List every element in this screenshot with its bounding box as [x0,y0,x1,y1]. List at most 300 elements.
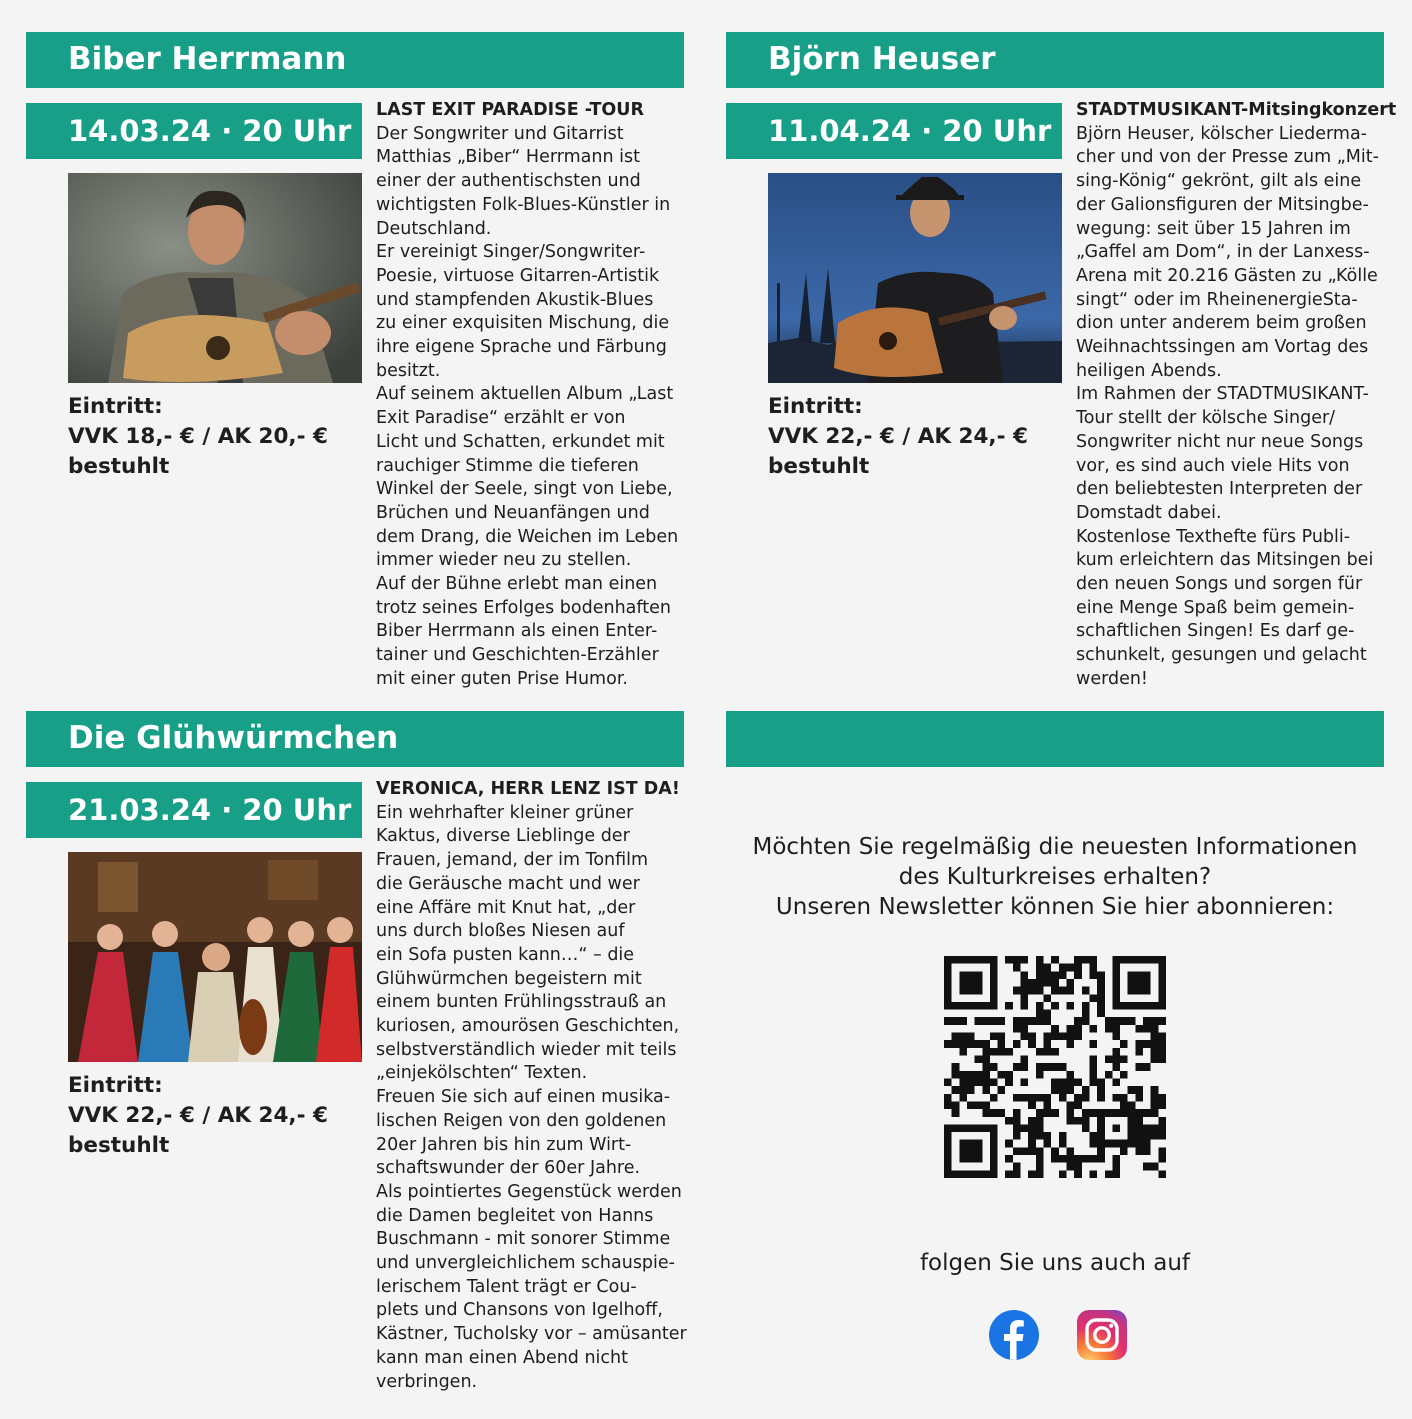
qr-module [944,1078,952,1086]
price-info [68,392,358,482]
qr-module [1028,1132,1036,1140]
description-line: eine Menge Spaß beim gemein- [1076,597,1355,618]
qr-module [1036,1117,1044,1125]
qr-module [1105,1071,1113,1079]
description-line: Auf der Bühne erlebt man einen [376,574,658,595]
description-line: die Geräusche macht und wer [376,873,640,894]
qr-module [1158,956,1166,964]
qr-module [1059,1132,1067,1140]
qr-module [1082,1010,1090,1018]
qr-module [990,1163,998,1171]
qr-module [1143,1147,1151,1155]
tour-title: STADTMUSIKANT-Mitsingkonzert [1076,100,1397,120]
qr-module [1013,1017,1021,1025]
qr-module [959,1048,967,1056]
qr-module [1013,956,1021,964]
description-line: Björn Heuser, kölscher Liederma- [1076,123,1367,144]
qr-module [1021,979,1029,987]
qr-module [952,1002,960,1010]
qr-module [1089,1132,1097,1140]
description-line: selbstverständlich wieder mit teils [376,1039,677,1060]
qr-module [975,1002,983,1010]
qr-module [1013,964,1021,972]
qr-module [1105,1170,1113,1178]
description-line: dem Drang, die Weichen im Leben [376,526,679,547]
description-line: besitzt. [376,360,441,381]
qr-module [1135,1109,1143,1117]
qr-module [1066,1086,1074,1094]
description-line: Als pointiertes Gegenstück werden [376,1181,682,1202]
artist-photo [768,173,1062,383]
qr-module [1089,971,1097,979]
qr-module [959,1071,967,1079]
qr-module [1158,1155,1166,1163]
qr-module [1036,1132,1044,1140]
qr-module [1143,971,1151,979]
qr-module [990,1048,998,1056]
qr-module [1005,1048,1013,1056]
qr-module [1021,1078,1029,1086]
qr-module [1158,1094,1166,1102]
description-line: Deutschland. [376,218,492,239]
qr-module [1036,971,1044,979]
qr-module [1143,1025,1151,1033]
qr-module [1135,956,1143,964]
qr-module [1051,1025,1059,1033]
qr-module [1112,1163,1120,1171]
qr-module [1112,1094,1120,1102]
description-line: Exit Paradise“ erzählt er von [376,408,626,429]
qr-module [1013,1170,1021,1178]
event-name: Die Glühwürmchen [68,720,399,756]
qr-module [1128,971,1136,979]
event-description [376,99,678,692]
qr-module [1097,994,1105,1002]
qr-module [959,971,967,979]
qr-module [975,1071,983,1079]
qr-module [1028,979,1036,987]
qr-module [1059,1078,1067,1086]
qr-module [1135,1063,1143,1071]
qr-module [1135,1124,1143,1132]
event-name-bar [26,711,684,767]
qr-module [1074,1101,1082,1109]
qr-module [1112,1155,1120,1163]
qr-module [1066,1040,1074,1048]
qr-module [1097,1124,1105,1132]
qr-module [1097,1094,1105,1102]
description-line: verbringen. [376,1371,478,1392]
artist-photo [68,852,362,1062]
description-line: Im Rahmen der STADTMUSIKANT- [1076,384,1369,405]
qr-module [944,979,952,987]
qr-module [1044,1094,1052,1102]
qr-module [1082,1124,1090,1132]
qr-module [1066,1071,1074,1079]
qr-module [959,979,967,987]
description-line: eine Affäre mit Knut hat, „der [376,897,636,918]
qr-module [1158,1040,1166,1048]
qr-module [1151,1002,1159,1010]
qr-module [944,1132,952,1140]
qr-module [944,1017,952,1025]
description-line: Winkel der Seele, singt von Liebe, [376,479,673,500]
event-date-bar [726,103,1062,159]
qr-module [1151,1056,1159,1064]
qr-module [1051,1063,1059,1071]
qr-module [1074,956,1082,964]
qr-module [1074,1017,1082,1025]
facebook-icon[interactable] [989,1310,1039,1360]
qr-module [1005,1155,1013,1163]
qr-module [1074,1025,1082,1033]
qr-module [1097,1086,1105,1094]
qr-module [1143,1017,1151,1025]
description-line: cher und von der Presse zum „Mit- [1076,147,1379,168]
qr-module [1051,987,1059,995]
event-name-bar [26,32,684,88]
qr-module [998,1071,1006,1079]
description-line: „Gaffel am Dom“, in der Lanxess- [1076,242,1370,263]
qr-module [1151,1048,1159,1056]
qr-module [1013,1124,1021,1132]
qr-module [1120,1056,1128,1064]
qr-module [990,956,998,964]
qr-module [1036,1170,1044,1178]
qr-module [1028,987,1036,995]
qr-module [1143,1109,1151,1117]
qr-module [1089,956,1097,964]
qr-module [1066,1109,1074,1117]
newsletter-text [726,832,1384,922]
qr-module [944,971,952,979]
qr-module [1128,1101,1136,1109]
qr-module [1089,964,1097,972]
qr-module [967,1101,975,1109]
qr-module [1128,1117,1136,1125]
qr-module [944,1170,952,1178]
qr-module [952,1124,960,1132]
price-info [768,392,1058,482]
description-line: singt“ oder im RheinenergieSta- [1076,289,1358,310]
qr-module [990,1017,998,1025]
qr-module [1120,956,1128,964]
qr-module [959,1094,967,1102]
qr-module [1143,1132,1151,1140]
qr-module [1005,1078,1013,1086]
qr-module [1120,1147,1128,1155]
qr-module [1013,987,1021,995]
event-name: Björn Heuser [768,41,996,77]
description-line: immer wieder neu zu stellen. [376,550,632,571]
description-line: werden! [1076,668,1148,689]
event-description [376,778,687,1394]
qr-module [1112,979,1120,987]
qr-module [959,1170,967,1178]
qr-module [1135,1002,1143,1010]
description-line: der Galionsfiguren der Mitsingbe- [1076,194,1369,215]
qr-module [967,979,975,987]
description-line: Kostenlose Texthefte fürs Publi- [1076,526,1351,547]
qr-module [959,1086,967,1094]
qr-module [944,1140,952,1148]
qr-module [982,1063,990,1071]
qr-module [1135,1117,1143,1125]
qr-module [1021,1056,1029,1064]
qr-module [1066,1117,1074,1125]
qr-module [975,1140,983,1148]
qr-module [1128,1124,1136,1132]
qr-module [1036,1063,1044,1071]
qr-module [990,1132,998,1140]
qr-module [952,1109,960,1117]
qr-module [990,994,998,1002]
qr-module [1028,1033,1036,1041]
qr-module [1036,1071,1044,1079]
description-line: den neuen Songs und sorgen für [1076,574,1363,595]
qr-module [990,1147,998,1155]
description-line: Tour stellt der kölsche Singer/ [1076,408,1336,429]
qr-module [1028,1147,1036,1155]
description-line: Auf seinem aktuellen Album „Last [376,384,674,405]
qr-module [975,1170,983,1178]
qr-module [982,1071,990,1079]
qr-module [952,1071,960,1079]
qr-module [1013,1117,1021,1125]
qr-module [1120,1109,1128,1117]
qr-module [1151,1086,1159,1094]
qr-module [952,1063,960,1071]
qr-module [967,1147,975,1155]
qr-module [959,1017,967,1025]
qr-module [990,971,998,979]
qr-module [1097,1010,1105,1018]
qr-module [1151,1124,1159,1132]
qr-module [1143,956,1151,964]
qr-module [1044,1033,1052,1041]
qr-module [1051,1078,1059,1086]
qr-module [1013,1132,1021,1140]
qr-module [975,1040,983,1048]
qr-module [1051,1147,1059,1155]
qr-module [998,1040,1006,1048]
qr-module [1013,1094,1021,1102]
qr-module [1044,1063,1052,1071]
qr-module [952,1033,960,1041]
qr-module [982,1124,990,1132]
qr-module [967,1040,975,1048]
qr-module [952,1101,960,1109]
qr-module [1151,1025,1159,1033]
qr-module [1082,1155,1090,1163]
qr-module [1112,964,1120,972]
qr-module [1059,1063,1067,1071]
description-line: Freuen Sie sich auf einen musika- [376,1087,671,1108]
qr-module [1066,979,1074,987]
qr-module [1135,1140,1143,1148]
qr-module [1120,1140,1128,1148]
artist-photo [68,173,362,383]
qr-module [990,1002,998,1010]
price-label: Eintritt: [768,394,863,419]
qr-module [1097,1078,1105,1086]
qr-module [1074,964,1082,972]
qr-module [1074,1094,1082,1102]
event-description [1076,99,1396,692]
qr-module [975,956,983,964]
qr-module [982,1101,990,1109]
qr-module [1005,956,1013,964]
qr-module [982,1078,990,1086]
description-line: zu einer exquisiten Mischung, die [376,313,670,334]
qr-module [982,1109,990,1117]
qr-module [1158,987,1166,995]
qr-module [1120,1017,1128,1025]
qr-module [1151,1040,1159,1048]
qr-module [1151,1163,1159,1171]
tour-title: VERONICA, HERR LENZ IST DA! [376,779,680,799]
qr-module [1036,1094,1044,1102]
qr-module [1120,1071,1128,1079]
qr-module [1051,1109,1059,1117]
qr-module [982,1002,990,1010]
qr-module [959,1002,967,1010]
qr-module [1089,1056,1097,1064]
qr-module [990,1140,998,1148]
qr-module [967,1140,975,1148]
qr-module [1051,971,1059,979]
description-line: ihre eigene Sprache und Färbung [376,337,667,358]
qr-module [1112,971,1120,979]
qr-module [1036,1163,1044,1171]
qr-module [1044,1101,1052,1109]
qr-module [1128,1086,1136,1094]
qr-module [1013,1040,1021,1048]
qr-module [1089,1063,1097,1071]
qr-module [982,1048,990,1056]
qr-module [1097,1109,1105,1117]
description-line: Frauen, jemand, der im Tonfilm [376,850,649,871]
qr-module [1028,1117,1036,1125]
qr-module [975,1101,983,1109]
qr-module [998,1048,1006,1056]
qr-module [1151,1094,1159,1102]
seating-info: bestuhlt [68,1133,170,1158]
qr-module [1089,994,1097,1002]
description-line: lerischem Talent trägt er Cou- [376,1276,637,1297]
price-info [68,1071,358,1161]
qr-module [1120,1094,1128,1102]
qr-module [1135,979,1143,987]
qr-module [1089,1155,1097,1163]
qr-module [1089,1025,1097,1033]
qr-module [1089,1170,1097,1178]
qr-module [1051,1086,1059,1094]
qr-module [1036,1155,1044,1163]
qr-module [1082,1109,1090,1117]
qr-module [967,1071,975,1079]
qr-module [1028,1040,1036,1048]
description-line: die Damen begleitet von Hanns [376,1205,654,1226]
qr-module [944,994,952,1002]
qr-module [1112,1048,1120,1056]
qr-module [1143,1124,1151,1132]
event-date: 11.04.24 · 20 Uhr [768,114,1052,148]
qr-module [1066,1002,1074,1010]
qr-module [952,1170,960,1178]
qr-module [1158,1048,1166,1056]
qr-module [1005,1071,1013,1079]
qr-module [1044,979,1052,987]
qr-module [1158,994,1166,1002]
qr-module [990,1078,998,1086]
qr-module [1059,971,1067,979]
qr-module [1036,1124,1044,1132]
qr-module [998,1109,1006,1117]
description-line: kann man einen Abend nicht [376,1347,628,1368]
qr-module [1112,1056,1120,1064]
tour-title: LAST EXIT PARADISE -TOUR [376,100,644,120]
qr-module [1021,1063,1029,1071]
qr-module [1112,1109,1120,1117]
qr-module [1135,1048,1143,1056]
description-line: trotz seines Erfolges bodenhaften [376,597,671,618]
qr-module [1135,1086,1143,1094]
qr-module [1059,1033,1067,1041]
qr-module [1135,987,1143,995]
qr-module [1036,1147,1044,1155]
qr-module [1028,1124,1036,1132]
qr-module [959,1140,967,1148]
qr-module [959,1155,967,1163]
qr-module [1013,1109,1021,1117]
instagram-icon[interactable] [1077,1310,1127,1360]
qr-module [1120,1002,1128,1010]
qr-module [1143,1040,1151,1048]
qr-module [1143,987,1151,995]
qr-module [1028,1170,1036,1178]
qr-module [982,1040,990,1048]
qr-module [1082,956,1090,964]
qr-module [1013,1147,1021,1155]
qr-module [1143,1063,1151,1071]
qr-module [1074,1163,1082,1171]
qr-module [1036,1002,1044,1010]
qr-module [1074,971,1082,979]
qr-module [1028,1094,1036,1102]
qr-module [1028,1017,1036,1025]
qr-module [967,1086,975,1094]
qr-module [1105,1109,1113,1117]
qr-module [1066,987,1074,995]
description-line: heiligen Abends. [1076,360,1222,381]
description-line: wegung: seit über 15 Jahren im [1076,218,1351,239]
qr-module [944,964,952,972]
qr-module [975,979,983,987]
qr-module [1021,1025,1029,1033]
description-line: und unvergleichlichem schauspie- [376,1253,675,1274]
event-name-bar [726,32,1384,88]
qr-module [1158,979,1166,987]
newsletter-qr-code[interactable] [944,956,1166,1178]
qr-module [1158,1056,1166,1064]
qr-module [1151,1109,1159,1117]
qr-module [1089,1078,1097,1086]
qr-module [975,1124,983,1132]
qr-module [1112,1170,1120,1178]
qr-module [952,1086,960,1094]
qr-module [1097,1002,1105,1010]
